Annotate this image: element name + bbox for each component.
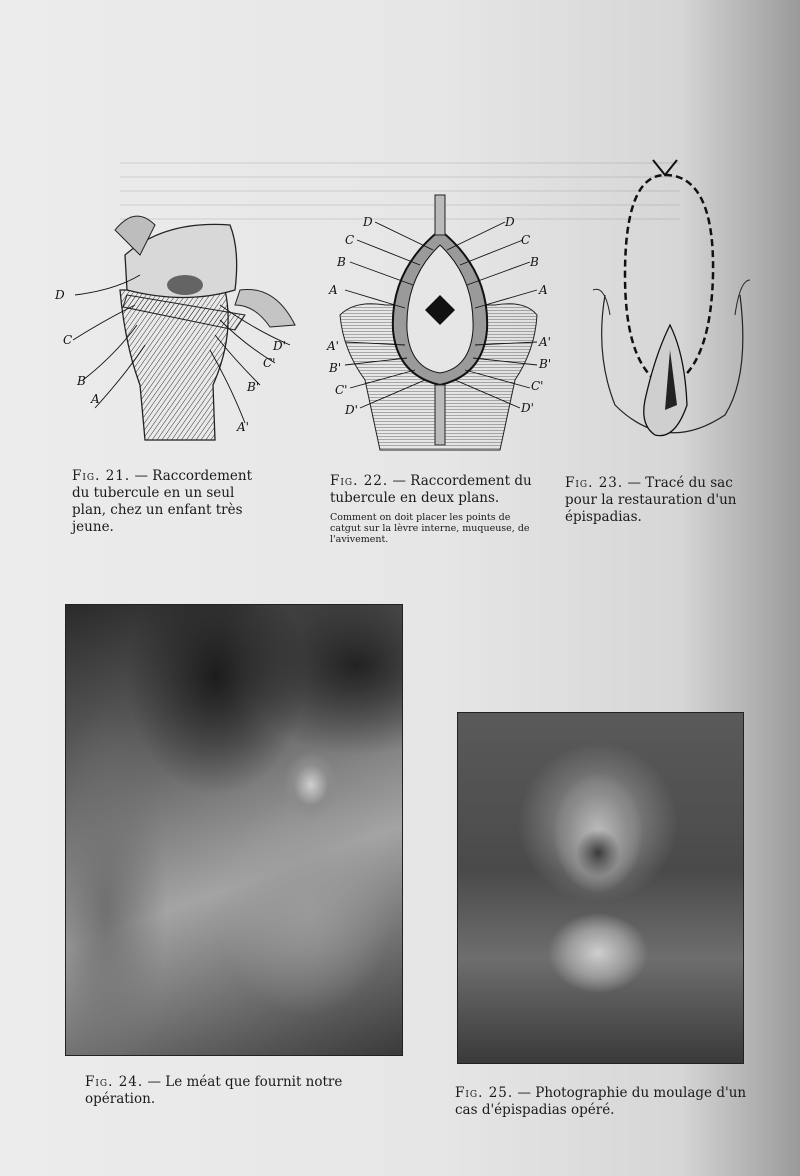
fig21-letter-B: B <box>77 374 86 388</box>
fig21-letter-C-prime: C' <box>263 356 276 370</box>
fig21-letter-B-prime: B' <box>247 380 260 394</box>
figure-25-photograph <box>457 712 744 1064</box>
figure-23-label: Fig. 23. <box>565 475 624 491</box>
fig21-letter-D-prime: D' <box>273 339 286 353</box>
fig22-right-B: B <box>530 255 539 269</box>
fig22-right-B-prime: B' <box>539 357 552 371</box>
figure-23-illustration <box>585 155 760 455</box>
fig22-right-A: A <box>539 283 548 297</box>
figure-22-note: Comment on doit placer les points de catgut sur la lèvre interne, muqueuse, de l'avivement. <box>330 512 530 545</box>
figure-22-caption <box>330 473 540 507</box>
fig21-letter-A: A <box>91 392 100 406</box>
figure-25-label: Fig. 25. <box>455 1085 514 1101</box>
fig22-right-C-prime: C' <box>531 379 544 393</box>
fig22-left-B: B <box>337 255 346 269</box>
fig22-right-C: C <box>521 233 531 247</box>
figure-21-caption <box>72 468 272 536</box>
figure-23-caption-text: — Tracé du sac pour la restauration d'un épispadias. <box>565 475 737 525</box>
figure-24-label: Fig. 24. <box>85 1074 144 1090</box>
fig22-left-A: A <box>329 283 338 297</box>
fig21-letter-C: C <box>63 333 73 347</box>
fig22-left-D: D <box>363 215 373 229</box>
figure-24-caption <box>85 1074 405 1108</box>
figure-24-caption-text: — Le méat que fournit notre opération. <box>85 1074 343 1107</box>
figure-21-illustration <box>45 195 305 445</box>
figure-21-caption-text: — Raccordement du tubercule en un seul plan, chez un enfant très jeune. <box>72 468 253 535</box>
fig22-left-A-prime: A' <box>327 339 339 353</box>
fig22-left-C: C <box>345 233 355 247</box>
fig22-left-D-prime: D' <box>345 403 358 417</box>
fig21-letter-A-prime: A' <box>237 420 249 434</box>
fig22-left-B-prime: B' <box>329 361 342 375</box>
figure-23-caption <box>565 475 760 526</box>
fig22-left-C-prime: C' <box>335 383 348 397</box>
figure-25-caption <box>455 1085 755 1119</box>
figure-24-photograph <box>65 604 403 1056</box>
figure-21-label: Fig. 21. <box>72 468 131 484</box>
fig22-right-D-prime: D' <box>521 401 534 415</box>
figure-22-illustration <box>315 190 565 460</box>
figure-22-label: Fig. 22. <box>330 473 389 489</box>
fig21-letter-D: D <box>55 288 65 302</box>
figure-22-caption-text: — Raccordement du tubercule en deux plans. <box>330 473 532 506</box>
figure-25-caption-text: — Photographie du moulage d'un cas d'épispadias opéré. <box>455 1085 747 1118</box>
fig22-right-A-prime: A' <box>539 335 551 349</box>
fig22-right-D: D <box>505 215 515 229</box>
